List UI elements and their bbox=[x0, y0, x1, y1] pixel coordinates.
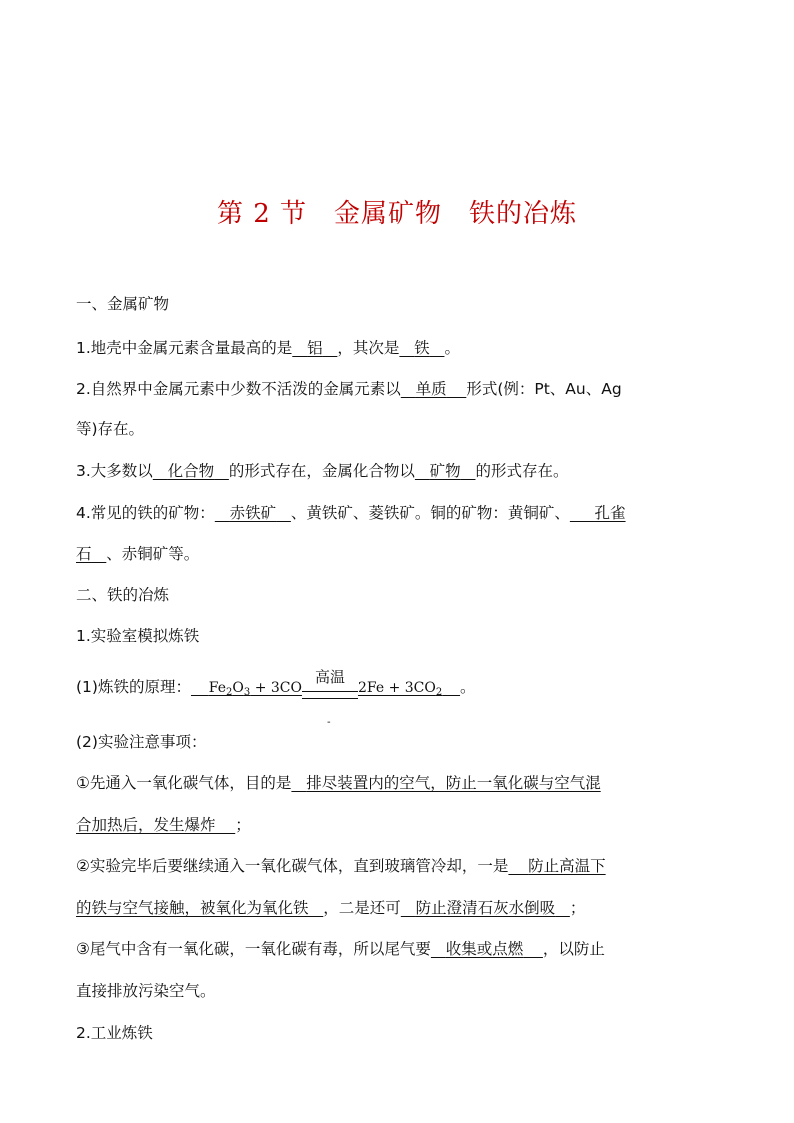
note3-text: ③尾气中含有一氧化碳，一氧化碳有毒，所以尾气要 bbox=[76, 940, 431, 958]
principle-label: (1)炼铁的原理： bbox=[76, 678, 191, 696]
note1-answer: 排尽装置内的空气，防止一氧化碳与空气混 bbox=[306, 774, 601, 792]
note1-answer-cont: 合加热后，发生爆炸 bbox=[76, 816, 216, 834]
note-2-line-2: 的铁与空气接触，被氧化为氧化铁 ，二是还可 防止澄清石灰水倒吸 ； bbox=[76, 899, 586, 917]
q1-answer-1: 铝 bbox=[307, 339, 323, 357]
question-4 bbox=[76, 501, 626, 525]
q4-text: 4.常见的铁的矿物： bbox=[76, 504, 215, 522]
note-1-line-2: 合加热后，发生爆炸 ； bbox=[76, 816, 251, 834]
note2-answer-1: 防止高温下 bbox=[528, 857, 606, 875]
reaction-condition: 高温 - bbox=[302, 683, 358, 705]
note-2 bbox=[76, 854, 606, 878]
note2-answer-1-cont: 的铁与空气接触，被氧化为氧化铁 bbox=[76, 899, 309, 917]
note3-answer: 收集或点燃 bbox=[445, 940, 524, 958]
q2-answer-1: 单质 bbox=[415, 380, 447, 398]
q3-answer-1: 化合物 bbox=[167, 462, 215, 480]
subsection-heading-industrial: 2.工业炼铁 bbox=[76, 1024, 153, 1042]
q3-text: 3.大多数以 bbox=[76, 462, 153, 480]
section-heading-iron-smelting: 二、铁的冶炼 bbox=[76, 586, 170, 604]
q2-text-post: 形式(例：Pt、Au、Ag bbox=[466, 380, 622, 398]
q1-answer-2: 铁 bbox=[414, 339, 430, 357]
q1-text-mid: ，其次是 bbox=[337, 339, 400, 357]
note-3: ③尾气中含有一氧化碳，一氧化碳有毒，所以尾气要 收集或点燃 ，以防止 bbox=[76, 940, 605, 958]
question-3: 3.大多数以 化合物 的形式存在，金属化合物以 矿物 的形式存在。 bbox=[76, 462, 569, 480]
q3-text-mid: 的形式存在，金属化合物以 bbox=[228, 462, 415, 480]
subsection-heading-lab: 1.实验室模拟炼铁 bbox=[76, 627, 200, 645]
note2-answer-2: 防止澄清石灰水倒吸 bbox=[415, 899, 556, 917]
equation-products: $2Fe + 3CO_2$ bbox=[357, 680, 443, 698]
section-heading-metal-minerals: 一、金属矿物 bbox=[76, 295, 170, 313]
q4-answer-2-cont: 石 bbox=[76, 545, 92, 563]
question-2 bbox=[76, 377, 622, 401]
note-1 bbox=[76, 771, 601, 795]
q4-answer-1: 赤铁矿 bbox=[229, 504, 277, 522]
principle-equation: (1)炼铁的原理： $Fe_2O_3 + 3CO$ 高温 - $2Fe + 3CO_2$ 。 bbox=[76, 668, 476, 728]
page-title: 第 2 节 金属矿物 铁的冶炼 bbox=[216, 199, 578, 229]
q1-text: 1.地壳中金属元素含量最高的是 bbox=[76, 339, 293, 357]
question-1: 1.地壳中金属元素含量最高的是 铝 ，其次是 铁 。 bbox=[76, 339, 460, 357]
q3-answer-2: 矿物 bbox=[429, 462, 461, 480]
notes-heading: (2)实验注意事项： bbox=[76, 733, 207, 751]
note-3-line-2: 直接排放污染空气。 bbox=[76, 982, 216, 1000]
equation-reactants: $Fe_2O_3 + 3CO$ bbox=[208, 680, 302, 698]
question-2-line-2: 等)存在。 bbox=[76, 420, 145, 438]
q4-answer-2: 孔雀 bbox=[594, 504, 626, 522]
note1-text: ①先通入一氧化碳气体，目的是 bbox=[76, 774, 292, 792]
question-4-line-2: 石 、赤铜矿等。 bbox=[76, 545, 200, 563]
note2-text: ②实验完毕后要继续通入一氧化碳气体，直到玻璃管冷却，一是 bbox=[76, 857, 509, 875]
q4-text-mid: 、黄铁矿、菱铁矿。铜的矿物：黄铜矿、 bbox=[290, 504, 570, 522]
q2-text: 2.自然界中金属元素中少数不活泼的金属元素以 bbox=[76, 380, 401, 398]
